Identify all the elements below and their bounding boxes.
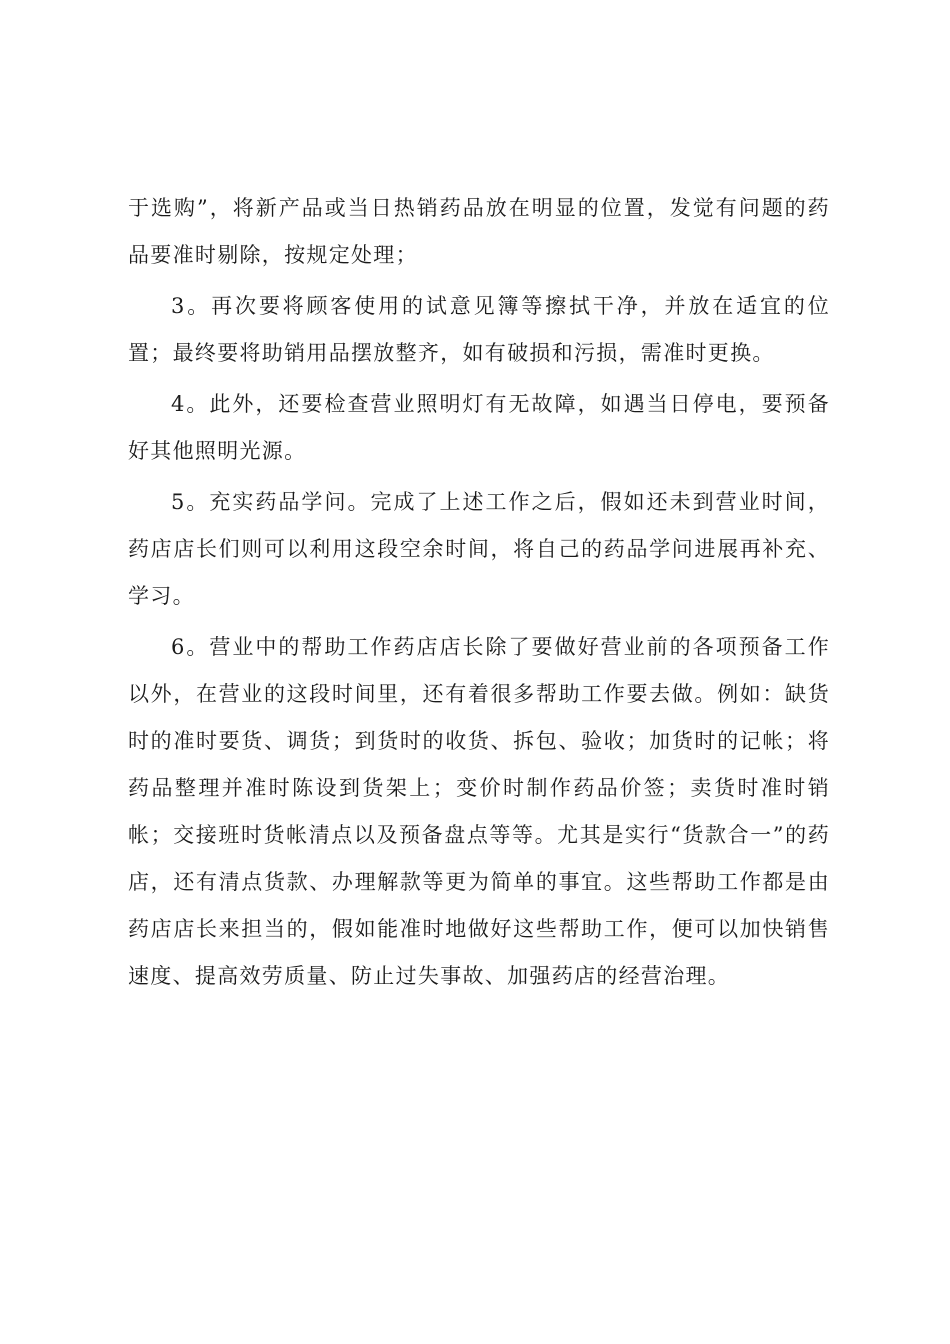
paragraph-item-5: 5。充实药品学问。完成了上述工作之后，假如还未到营业时间，药店店长们则可以利用这段空余时间，将自己的药品学问进展再补充、学习。: [128, 490, 830, 608]
paragraph-item-4: 4。此外，还要检查营业照明灯有无故障，如遇当日停电，要预备好其他照明光源。: [128, 392, 830, 463]
paragraph-item-3: 3。再次要将顾客使用的试意见簿等擦拭干净，并放在适宜的位置；最终要将助销用品摆放整齐，如有破损和污损，需准时更换。: [128, 294, 830, 365]
document-body: [128, 185, 830, 1004]
paragraph-continuation: 于选购”，将新产品或当日热销药品放在明显的位置，发觉有问题的药品要准时剔除，按规定处理；: [128, 196, 830, 267]
paragraph-item-6: 6。营业中的帮助工作药店店长除了要做好营业前的各项预备工作以外，在营业的这段时间里，还有着很多帮助工作要去做。例如：缺货时的准时要货、调货；到货时的收货、拆包、验收；加货时的记帐；将药品整理并准时陈设到货架上；变价时制作药品价签；卖货时准时销帐；交接班时货帐清点以及预备盘点等等。尤其是实行“货款合一”的药店，还有清点货款、办理解款等更为简单的事宜。这些帮助工作都是由药店店长来担当的，假如能准时地做好这些帮助工作，便可以加快销售速度、提高效劳质量、防止过失事故、加强药店的经营治理。: [128, 635, 830, 988]
